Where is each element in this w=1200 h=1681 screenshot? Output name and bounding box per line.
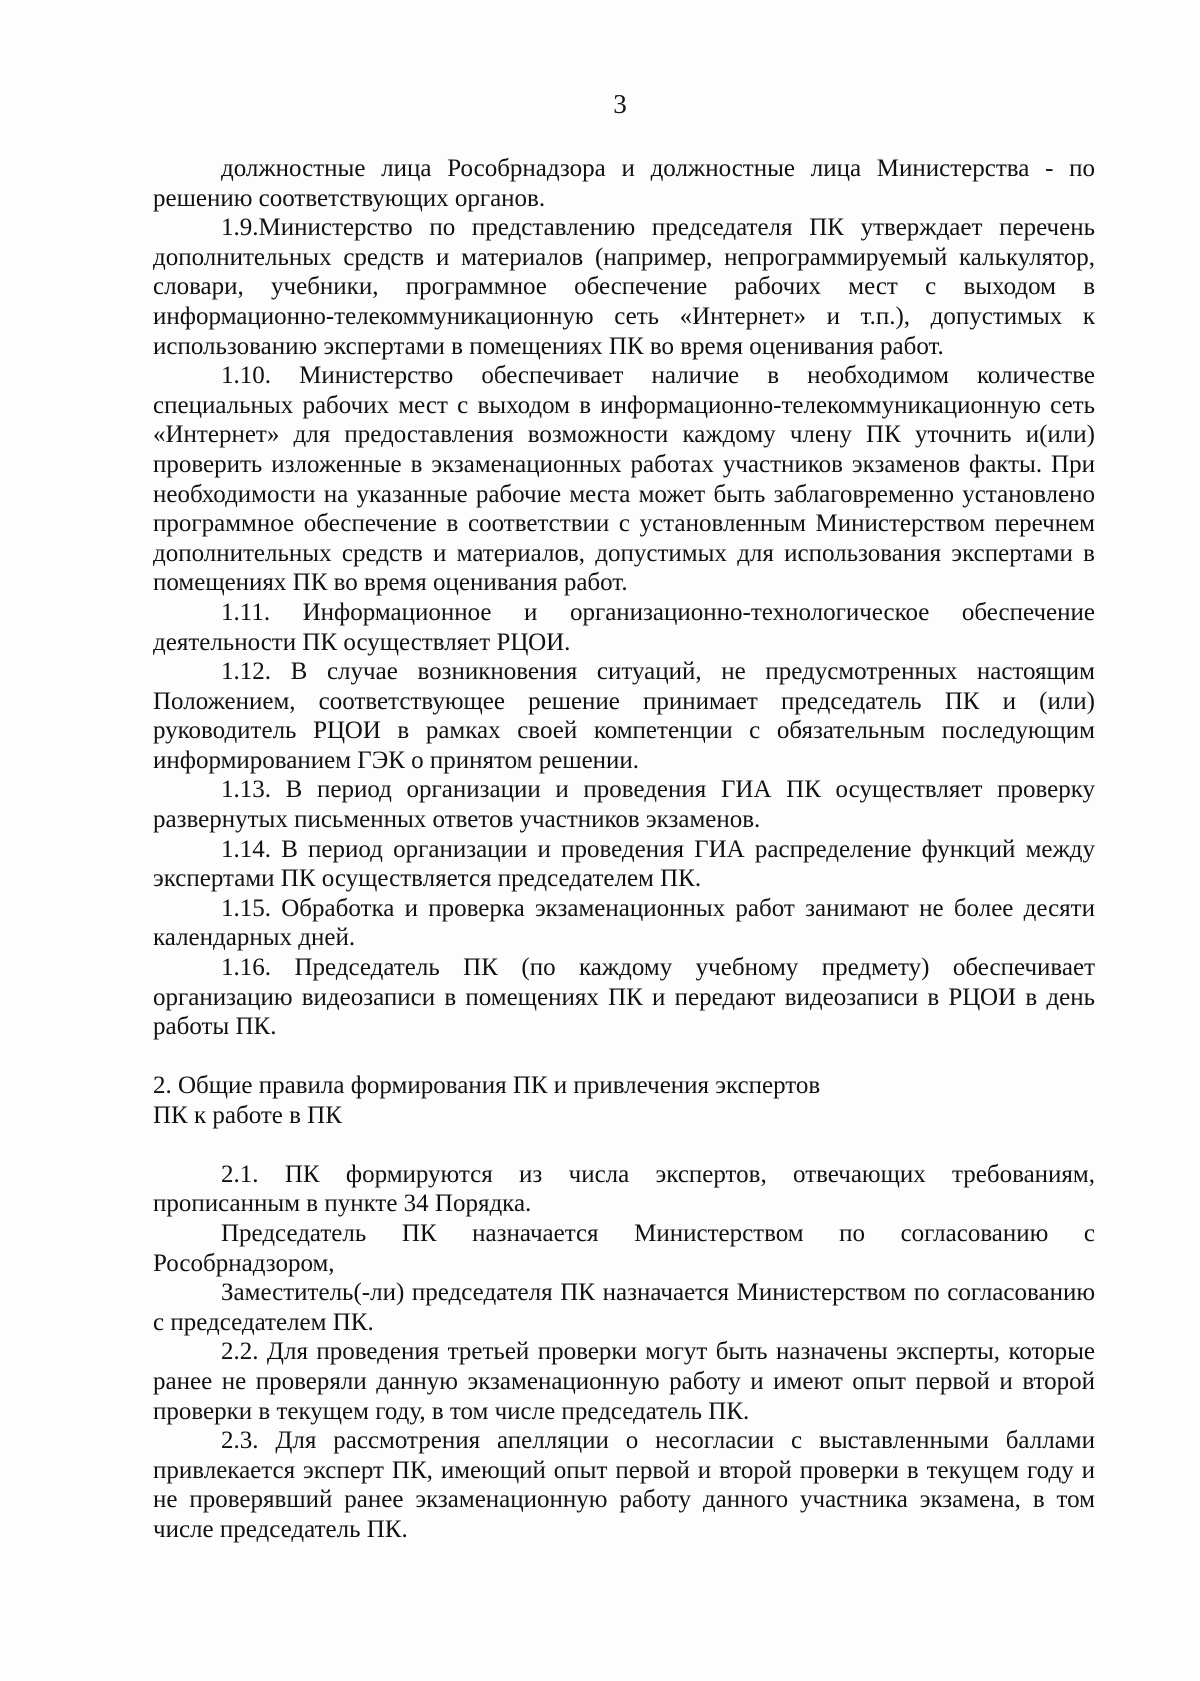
document-body xyxy=(153,154,1095,1545)
section-heading-line-1: 2. Общие правила формирования ПК и привлечения экспертов xyxy=(153,1071,821,1099)
paragraph-1-12: 1.12. В случае возникновения ситуаций, не предусмотренных настоящим Положением, соответствующее решение принимает председатель ПК и (или) руководитель РЦОИ в рамках своей компетенции с обязательным последующим информированием ГЭК о принятом решении. xyxy=(153,658,1095,774)
section-heading-line-2: ПК к работе в ПК xyxy=(153,1101,342,1129)
section-heading xyxy=(153,1071,1095,1131)
paragraph-chairman: Председатель ПК назначается Министерством по согласованию с Рособрнадзором, xyxy=(153,1220,1095,1277)
paragraph-2-1: 2.1. ПК формируются из числа экспертов, отвечающих требованиям, прописанным в пункте 34 Порядка. xyxy=(153,1160,1095,1218)
paragraph-2-2: 2.2. Для проведения третьей проверки могут быть назначены эксперты, которые ранее не проверяли данную экзаменационную работу и имеют опыт первой и второй проверки в текущем году, в том числе председатель ПК. xyxy=(153,1338,1095,1425)
paragraph-1-16: 1.16. Председатель ПК (по каждому учебному предмету) обеспечивает организацию видеозаписи в помещениях ПК и передают видеозаписи в РЦОИ в день работы ПК. xyxy=(153,954,1095,1041)
paragraph-1-13: 1.13. В период организации и проведения ГИА ПК осуществляет проверку развернутых письменных ответов участников экзаменов. xyxy=(153,776,1095,834)
paragraph-1-10: 1.10. Министерство обеспечивает наличие в необходимом количестве специальных рабочих мест с выходом в информационно-телекоммуникационную сеть «Интернет» для предоставления возможности каждому члену ПК уточнить и(или) проверить изложенные в экзаменационных работах участников экзаменов факты. При необходимости на указанные рабочие места может быть заблаговременно установлено программное обеспечение в соответствии с установленным Министерством перечнем дополнительных средств и материалов, допустимых для использования экспертами в помещениях ПК во время оценивания работ. xyxy=(153,362,1095,597)
paragraph: должностные лица Рособрнадзора и должностные лица Министерства - по решению соответствующих органов. xyxy=(153,155,1095,212)
paragraph-1-15: 1.15. Обработка и проверка экзаменационных работ занимают не более десяти календарных дней. xyxy=(153,894,1095,952)
paragraph-1-9: 1.9.Министерство по представлению председателя ПК утверждает перечень дополнительных средств и материалов (например, непрограммируемый калькулятор, словари, учебники, программное обеспечение рабочих мест с выходом в информационно-телекоммуникационную сеть «Интернет» и т.п.), допустимых к использованию экспертами в помещениях ПК во время оценивания работ. xyxy=(153,214,1095,360)
paragraph-1-11: 1.11. Информационное и организационно-технологическое обеспечение деятельности ПК осуществляет РЦОИ. xyxy=(153,598,1095,656)
page-number: 3 xyxy=(613,89,627,119)
paragraph-1-14: 1.14. В период организации и проведения ГИА распределение функций между экспертами ПК осуществляется председателем ПК. xyxy=(153,835,1095,893)
paragraph-deputy: Заместитель(-ли) председателя ПК назначается Министерством по согласованию с председателем ПК. xyxy=(153,1279,1095,1336)
paragraph-2-3: 2.3. Для рассмотрения апелляции о несогласии с выставленными баллами привлекается эксперт ПК, имеющий опыт первой и второй проверки в текущем году и не проверявший ранее экзаменационную работу данного участника экзамена, в том числе председатель ПК. xyxy=(153,1427,1095,1543)
